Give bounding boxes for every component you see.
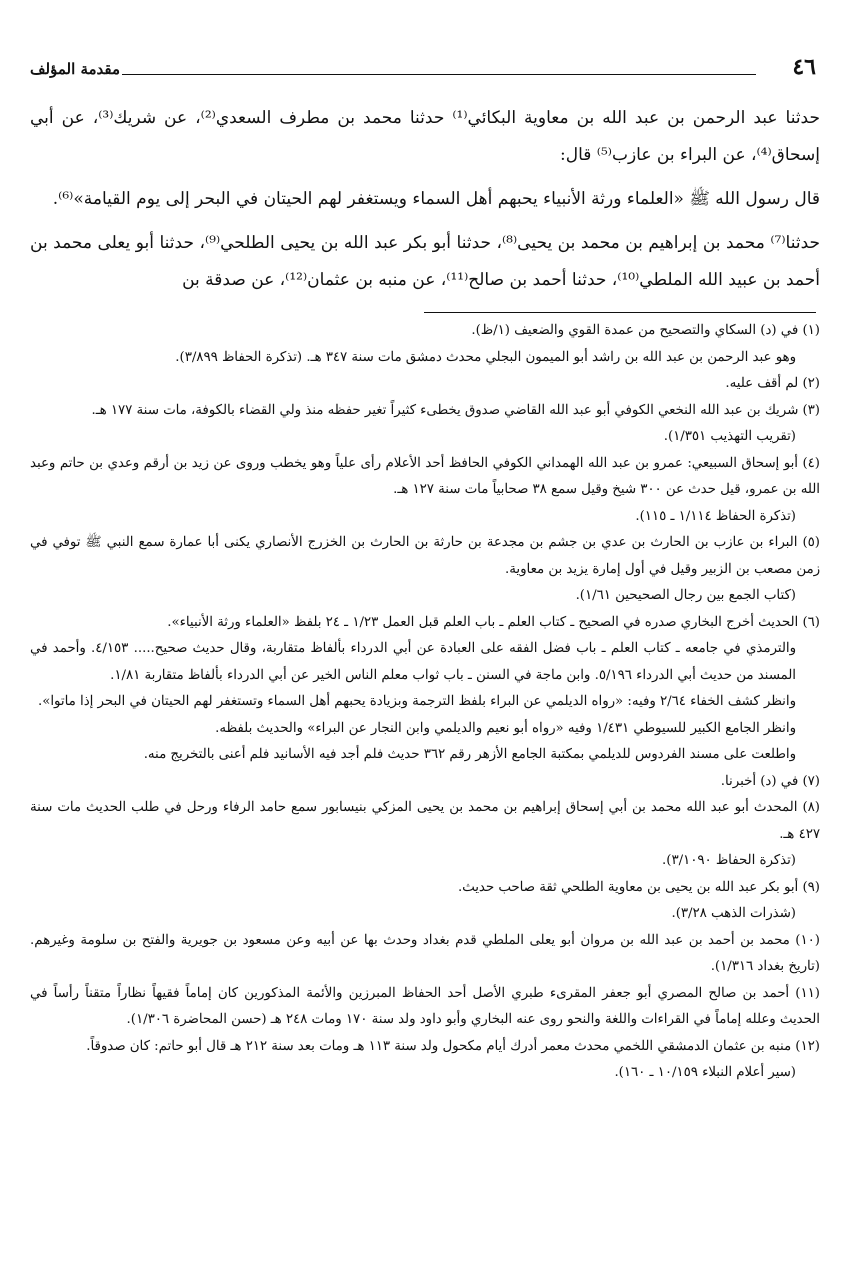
footnote-1 xyxy=(30,318,820,371)
footnote-line: وانظر الجامع الكبير للسيوطي ١/٤٣١ وفيه «رواه أبو نعيم والديلمي وابن النجار عن البراء» والحديث بلفظه. xyxy=(215,720,796,736)
footnote-line: (٧) في (د) أخبرنا. xyxy=(720,773,820,789)
footnote-11 xyxy=(30,981,820,1034)
footnote-10 xyxy=(30,928,820,981)
footnote-line: وهو عبد الرحمن بن عبد الله بن راشد أبو الميمون البجلي محدث دمشق مات سنة ٣٤٧ هـ. (تذكرة الحفاظ ٣/٨٩٩). xyxy=(175,349,796,365)
footnote-9 xyxy=(30,875,820,928)
footnote-line: (٤) أبو إسحاق السبيعي: عمرو بن عبد الله الهمداني الكوفي الحافظ أحد الأعلام رأى علياً وهو يخطب وروى عن زيد بن أرقم وعدي بن حاتم وعبد الله بن عمرو، قيل حدث عن ٣٠٠ شيخ وقيل سمع ٣٨ صحابياً مات سنة ١٢٧ هـ. xyxy=(30,455,820,497)
footnote-line: (تذكرة الحفاظ ٣/١٠٩٠). xyxy=(662,853,796,868)
footnote-2 xyxy=(30,371,820,398)
footnote-7 xyxy=(30,769,820,796)
footnote-4 xyxy=(30,451,820,531)
footnote-line: (كتاب الجمع بين رجال الصحيحين ١/٦١). xyxy=(575,588,796,603)
footnote-line: (١١) أحمد بن صالح المصري أبو جعفر المقرىء طبري الأصل أحد الحفاظ المبرزين والأئمة المذكورين كان إماماً فقيهاً نظاراً متقناً رأساً في الحديث وعلله إماماً في القراءات واللغة والنحو روى عنه البخاري وأبو داود ولد سنة ١٧٠ ومات ٢٤٨ هـ (حسن المحاضرة ١/٣٠٦). xyxy=(30,985,820,1027)
footnote-5 xyxy=(30,530,820,610)
footnote-line: (١٢) منبه بن عثمان الدمشقي اللخمي محدث معمر أدرك أيام مكحول ولد سنة ١١٣ هـ ومات بعد سنة ٢١٢ هـ قال أبو حاتم: كان صدوقاً. xyxy=(86,1038,820,1054)
footnote-line: (تذكرة الحفاظ ١/١١٤ ـ ١١٥). xyxy=(635,508,796,524)
footnote-line: (٨) المحدث أبو عبد الله محمد بن أبي إسحاق إبراهيم بن محمد بن يحيى المزكي بنيسابور سمع حامد الرفاء ورحل في طلب الحديث مات سنة ٤٢٧ هـ. xyxy=(30,800,820,842)
page-header xyxy=(30,54,816,84)
paragraph-hadith: قال رسول الله ﷺ «العلماء ورثة الأنبياء يحبهم أهل السماء ويستغفر لهم الحيتان في البحر إلى يوم القيامة»⁽⁶⁾. xyxy=(52,189,820,209)
footnote-line: (١٠) محمد بن أحمد بن عبد الله بن مروان أبو يعلى الملطي قدم بغداد وحدث بها عن أبيه وعن مسعود بن جويرية والفتح بن سلومة وغيرهم. (تاريخ بغداد ١/٣١٦). xyxy=(30,932,820,974)
footnote-line: (٣) شريك بن عبد الله النخعي الكوفي أبو عبد الله القاضي صدوق يخطىء كثيراً تغير حفظه منذ ولي القضاء بالكوفة، مات سنة ١٧٧ هـ. xyxy=(91,402,820,418)
footnote-6 xyxy=(30,610,820,769)
footnote-line: (٦) الحديث أخرج البخاري صدره في الصحيح ـ كتاب العلم ـ باب العلم قبل العمل ١/٢٣ ـ ٢٤ بلفظ «العلماء ورثة الأنبياء». xyxy=(167,614,820,630)
footnote-line: والترمذي في جامعه ـ كتاب العلم ـ باب فضل الفقه على العبادة عن أبي الدرداء بألفاظ متقاربة، وقال حديث صحيح..... ٤/١٥٣. وأحمد في المسند من حديث أبي الدرداء ٥/١٩٦. وابن ماجة في السنن ـ باب ثواب معلم الناس الخير عن أبي الدرداء بألفاظ متقاربة ١/٨١. xyxy=(30,641,796,683)
page-number: ٤٦ xyxy=(792,54,816,80)
paragraph-isnad-2: حدثنا⁽⁷⁾ محمد بن إبراهيم بن محمد بن يحيى⁽⁸⁾، حدثنا أبو بكر عبد الله بن يحيى الطلحي⁽⁹⁾، حدثنا أبو يعلى محمد بن أحمد بن عبيد الله الملطي⁽¹⁰⁾، حدثنا أحمد بن صالح⁽¹¹⁾، عن منبه بن عثمان⁽¹²⁾، عن صدقة بن xyxy=(30,233,821,290)
main-text xyxy=(30,100,820,306)
footnote-line: (تقريب التهذيب ١/٣٥١). xyxy=(663,429,796,444)
footnote-line: (٢) لم أقف عليه. xyxy=(725,376,820,391)
footnote-12 xyxy=(30,1034,820,1087)
footnote-line: (٥) البراء بن عازب بن الحارث بن عدي بن جشم بن مجدعة بن حارثة بن الحارث بن الخزرج الأنصاري يكنى أبا عمارة سمع النبي ﷺ توفي في زمن مصعب بن الزبير وقيل في أول إمارة يزيد بن معاوية. xyxy=(30,535,820,577)
paragraph-isnad: حدثنا عبد الرحمن بن عبد الله بن معاوية البكائي⁽¹⁾ حدثنا محمد بن مطرف السعدي⁽²⁾، عن شريك⁽³⁾، عن أبي إسحاق⁽⁴⁾، عن البراء بن عازب⁽⁵⁾ قال: xyxy=(30,108,820,165)
footnote-line: واطلعت على مسند الفردوس للديلمي بمكتبة الجامع الأزهر رقم ٣٦٢ حديث فلم أجد فيه الأسانيد فلم أعنى بالتخريج منه. xyxy=(143,747,796,762)
footnote-line: (شذرات الذهب ٣/٢٨). xyxy=(671,906,796,921)
footnote-3 xyxy=(30,398,820,451)
footnote-8 xyxy=(30,795,820,875)
footnote-line: (١) في (د) السكاي والتصحيح من عمدة القوي والضعيف (١/ظ). xyxy=(471,323,820,338)
footnotes xyxy=(30,318,820,1087)
running-title: مقدمة المؤلف xyxy=(30,60,121,78)
footnote-line: وانظر كشف الخفاء ٢/٦٤ وفيه: «رواه الديلمي عن البراء بلفظ الترجمة وبزيادة يحبهم أهل السماء وتستغفر لهم الحيتان في البحر إذا ماتوا». xyxy=(37,694,796,709)
footnote-separator xyxy=(424,312,816,313)
footnote-line: (سير أعلام النبلاء ١٠/١٥٩ ـ ١٦٠). xyxy=(614,1065,796,1080)
footnote-line: (٩) أبو بكر عبد الله بن يحيى بن معاوية الطلحي ثقة صاحب حديث. xyxy=(457,879,820,895)
header-rule xyxy=(122,74,756,75)
